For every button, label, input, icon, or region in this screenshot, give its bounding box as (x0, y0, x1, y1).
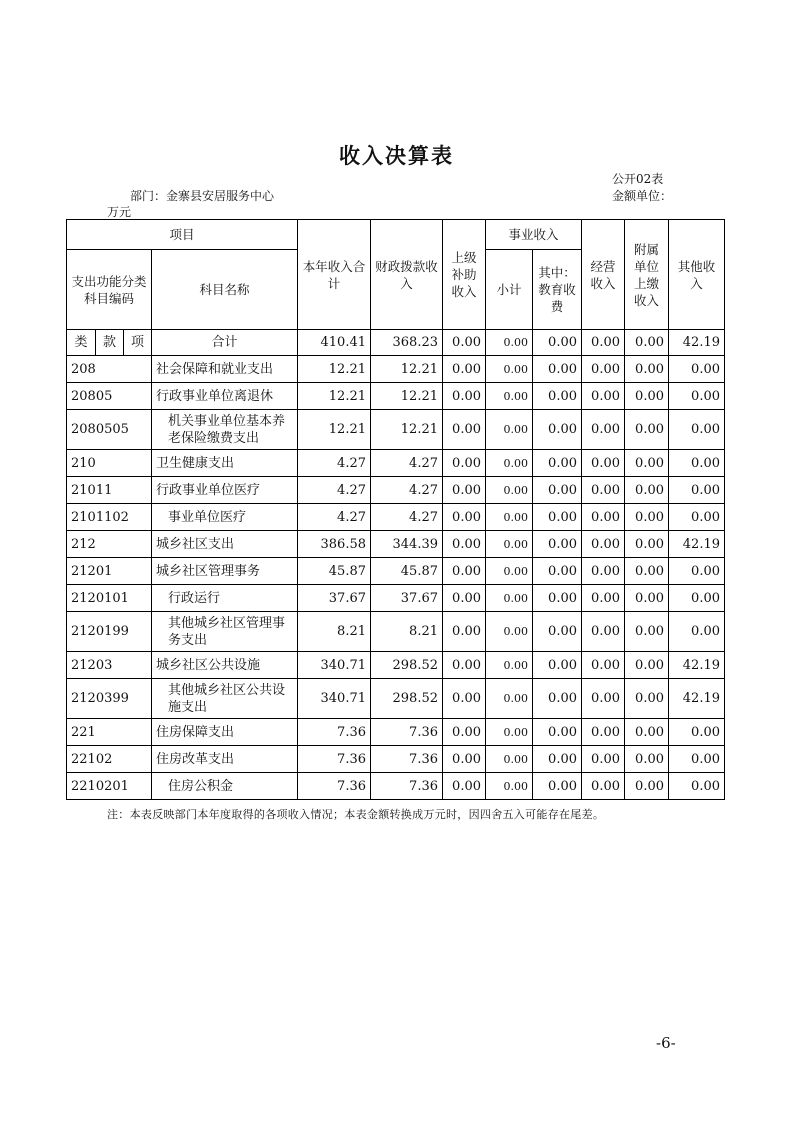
row-fiscal: 4.27 (371, 450, 443, 477)
header-other: 其他收入 (669, 220, 725, 330)
row-fiscal: 7.36 (371, 773, 443, 800)
row-fiscal: 12.21 (371, 356, 443, 383)
row-total: 4.27 (298, 504, 371, 531)
header-business: 事业收入 (486, 220, 582, 250)
row-name: 城乡社区管理事务 (152, 558, 298, 585)
table-header (67, 220, 725, 356)
row-code: 2101102 (67, 504, 152, 531)
table-row (67, 410, 725, 450)
row-total: 7.36 (298, 719, 371, 746)
header-item: 项目 (67, 220, 298, 250)
row-fiscal: 4.27 (371, 504, 443, 531)
row-fiscal: 298.52 (371, 679, 443, 719)
header-xiang: 项 (124, 330, 152, 356)
row-name: 城乡社区公共设施 (152, 652, 298, 679)
row-other: 0.00 (669, 585, 725, 612)
summary-other: 42.19 (669, 330, 725, 356)
row-fiscal: 37.67 (371, 585, 443, 612)
row-education: 0.00 (533, 773, 582, 800)
row-code: 210 (67, 450, 152, 477)
row-operating: 0.00 (582, 612, 625, 652)
summary-total: 410.41 (298, 330, 371, 356)
row-name: 卫生健康支出 (152, 450, 298, 477)
table-row (67, 531, 725, 558)
row-total: 4.27 (298, 477, 371, 504)
row-subtotal: 0.00 (486, 531, 533, 558)
table-row (67, 585, 725, 612)
row-operating: 0.00 (582, 410, 625, 450)
row-other: 42.19 (669, 679, 725, 719)
row-code: 2120399 (67, 679, 152, 719)
summary-subtotal: 0.00 (486, 330, 533, 356)
row-subtotal: 0.00 (486, 558, 533, 585)
row-education: 0.00 (533, 585, 582, 612)
header-subtotal: 小计 (486, 250, 533, 330)
row-fiscal: 12.21 (371, 383, 443, 410)
row-operating: 0.00 (582, 558, 625, 585)
row-education: 0.00 (533, 450, 582, 477)
row-code: 2120199 (67, 612, 152, 652)
unit-label: 金额单位： (612, 189, 673, 203)
row-superior: 0.00 (443, 773, 486, 800)
table-row (67, 504, 725, 531)
row-other: 0.00 (669, 356, 725, 383)
header-superior: 上级补助收入 (443, 220, 486, 330)
row-education: 0.00 (533, 679, 582, 719)
row-name: 行政事业单位离退休 (152, 383, 298, 410)
row-affiliated: 0.00 (625, 773, 669, 800)
row-total: 340.71 (298, 652, 371, 679)
row-name: 住房公积金 (152, 773, 298, 800)
row-subtotal: 0.00 (486, 504, 533, 531)
header-func-code: 支出功能分类科目编码 (67, 250, 152, 330)
row-affiliated: 0.00 (625, 612, 669, 652)
row-subtotal: 0.00 (486, 356, 533, 383)
row-fiscal: 45.87 (371, 558, 443, 585)
row-affiliated: 0.00 (625, 504, 669, 531)
row-code: 221 (67, 719, 152, 746)
row-operating: 0.00 (582, 679, 625, 719)
row-education: 0.00 (533, 410, 582, 450)
row-other: 0.00 (669, 558, 725, 585)
row-other: 0.00 (669, 383, 725, 410)
row-affiliated: 0.00 (625, 477, 669, 504)
row-other: 42.19 (669, 652, 725, 679)
table-row (67, 679, 725, 719)
row-fiscal: 4.27 (371, 477, 443, 504)
row-other: 42.19 (669, 531, 725, 558)
row-subtotal: 0.00 (486, 679, 533, 719)
row-operating: 0.00 (582, 504, 625, 531)
row-superior: 0.00 (443, 585, 486, 612)
row-total: 386.58 (298, 531, 371, 558)
table-body (67, 356, 725, 800)
row-superior: 0.00 (443, 746, 486, 773)
table-row (67, 383, 725, 410)
row-total: 8.21 (298, 612, 371, 652)
summary-superior: 0.00 (443, 330, 486, 356)
row-fiscal: 7.36 (371, 746, 443, 773)
summary-row (67, 330, 725, 356)
row-fiscal: 298.52 (371, 652, 443, 679)
department-label: 部门：金寨县安居服务中心 (130, 189, 275, 203)
row-fiscal: 8.21 (371, 612, 443, 652)
row-total: 7.36 (298, 773, 371, 800)
row-operating: 0.00 (582, 531, 625, 558)
row-other: 0.00 (669, 504, 725, 531)
row-affiliated: 0.00 (625, 652, 669, 679)
summary-education: 0.00 (533, 330, 582, 356)
row-subtotal: 0.00 (486, 383, 533, 410)
header-fiscal: 财政拨款收入 (371, 220, 443, 330)
page-number: -6- (656, 1034, 676, 1052)
row-education: 0.00 (533, 477, 582, 504)
header-kuan: 款 (96, 330, 124, 356)
row-name: 其他城乡社区公共设施支出 (152, 679, 298, 719)
row-operating: 0.00 (582, 477, 625, 504)
row-subtotal: 0.00 (486, 652, 533, 679)
row-superior: 0.00 (443, 477, 486, 504)
table-row (67, 773, 725, 800)
row-name: 行政事业单位医疗 (152, 477, 298, 504)
row-other: 0.00 (669, 773, 725, 800)
row-code: 20805 (67, 383, 152, 410)
row-affiliated: 0.00 (625, 585, 669, 612)
row-code: 21011 (67, 477, 152, 504)
row-code: 22102 (67, 746, 152, 773)
row-superior: 0.00 (443, 719, 486, 746)
summary-name: 合计 (152, 330, 298, 356)
row-operating: 0.00 (582, 383, 625, 410)
row-other: 0.00 (669, 477, 725, 504)
row-other: 0.00 (669, 746, 725, 773)
row-operating: 0.00 (582, 356, 625, 383)
row-affiliated: 0.00 (625, 410, 669, 450)
row-operating: 0.00 (582, 585, 625, 612)
row-superior: 0.00 (443, 356, 486, 383)
row-name: 城乡社区支出 (152, 531, 298, 558)
row-education: 0.00 (533, 356, 582, 383)
table-row (67, 612, 725, 652)
row-superior: 0.00 (443, 558, 486, 585)
summary-operating: 0.00 (582, 330, 625, 356)
header-affiliated: 附属单位上缴收入 (625, 220, 669, 330)
row-name: 住房保障支出 (152, 719, 298, 746)
row-affiliated: 0.00 (625, 746, 669, 773)
row-affiliated: 0.00 (625, 356, 669, 383)
table-row (67, 477, 725, 504)
row-other: 0.00 (669, 410, 725, 450)
row-total: 45.87 (298, 558, 371, 585)
row-other: 0.00 (669, 719, 725, 746)
row-code: 21203 (67, 652, 152, 679)
row-other: 0.00 (669, 612, 725, 652)
row-name: 事业单位医疗 (152, 504, 298, 531)
row-superior: 0.00 (443, 652, 486, 679)
row-subtotal: 0.00 (486, 450, 533, 477)
row-affiliated: 0.00 (625, 679, 669, 719)
row-subtotal: 0.00 (486, 719, 533, 746)
row-name: 行政运行 (152, 585, 298, 612)
row-total: 12.21 (298, 383, 371, 410)
header-education: 其中：教育收费 (533, 250, 582, 330)
row-superior: 0.00 (443, 450, 486, 477)
row-name: 其他城乡社区管理事务支出 (152, 612, 298, 652)
summary-affiliated: 0.00 (625, 330, 669, 356)
row-fiscal: 12.21 (371, 410, 443, 450)
row-other: 0.00 (669, 450, 725, 477)
row-subtotal: 0.00 (486, 773, 533, 800)
row-education: 0.00 (533, 531, 582, 558)
header-subject-name: 科目名称 (152, 250, 298, 330)
row-fiscal: 7.36 (371, 719, 443, 746)
row-code: 2210201 (67, 773, 152, 800)
row-subtotal: 0.00 (486, 477, 533, 504)
summary-fiscal: 368.23 (371, 330, 443, 356)
header-lei: 类 (67, 330, 96, 356)
row-total: 7.36 (298, 746, 371, 773)
row-fiscal: 344.39 (371, 531, 443, 558)
row-education: 0.00 (533, 746, 582, 773)
row-education: 0.00 (533, 612, 582, 652)
row-total: 12.21 (298, 410, 371, 450)
row-total: 340.71 (298, 679, 371, 719)
row-name: 社会保障和就业支出 (152, 356, 298, 383)
row-education: 0.00 (533, 383, 582, 410)
income-table (66, 219, 725, 800)
row-subtotal: 0.00 (486, 612, 533, 652)
row-affiliated: 0.00 (625, 719, 669, 746)
row-operating: 0.00 (582, 746, 625, 773)
row-code: 208 (67, 356, 152, 383)
row-total: 12.21 (298, 356, 371, 383)
row-superior: 0.00 (443, 410, 486, 450)
form-number: 公开02表 (612, 172, 664, 186)
table-row (67, 652, 725, 679)
row-total: 37.67 (298, 585, 371, 612)
row-operating: 0.00 (582, 450, 625, 477)
header-operating: 经营收入 (582, 220, 625, 330)
header-total: 本年收入合计 (298, 220, 371, 330)
row-affiliated: 0.00 (625, 558, 669, 585)
table-row (67, 558, 725, 585)
row-affiliated: 0.00 (625, 450, 669, 477)
row-education: 0.00 (533, 558, 582, 585)
table-row (67, 356, 725, 383)
row-superior: 0.00 (443, 504, 486, 531)
row-operating: 0.00 (582, 652, 625, 679)
table-row (67, 719, 725, 746)
table-row (67, 450, 725, 477)
row-subtotal: 0.00 (486, 746, 533, 773)
row-education: 0.00 (533, 652, 582, 679)
row-superior: 0.00 (443, 679, 486, 719)
row-code: 212 (67, 531, 152, 558)
row-operating: 0.00 (582, 773, 625, 800)
row-affiliated: 0.00 (625, 531, 669, 558)
row-operating: 0.00 (582, 719, 625, 746)
page-title: 收入决算表 (339, 143, 454, 168)
row-subtotal: 0.00 (486, 585, 533, 612)
row-superior: 0.00 (443, 383, 486, 410)
row-total: 4.27 (298, 450, 371, 477)
row-name: 住房改革支出 (152, 746, 298, 773)
footnote: 注：本表反映部门本年度取得的各项收入情况；本表金额转换成万元时，因四舍五入可能存在尾差。 (107, 808, 605, 821)
unit-value: 万元 (107, 205, 132, 219)
table-row (67, 746, 725, 773)
row-name: 机关事业单位基本养老保险缴费支出 (152, 410, 298, 450)
row-subtotal: 0.00 (486, 410, 533, 450)
row-superior: 0.00 (443, 531, 486, 558)
row-affiliated: 0.00 (625, 383, 669, 410)
row-superior: 0.00 (443, 612, 486, 652)
row-code: 2120101 (67, 585, 152, 612)
row-education: 0.00 (533, 719, 582, 746)
row-code: 21201 (67, 558, 152, 585)
row-code: 2080505 (67, 410, 152, 450)
row-education: 0.00 (533, 504, 582, 531)
